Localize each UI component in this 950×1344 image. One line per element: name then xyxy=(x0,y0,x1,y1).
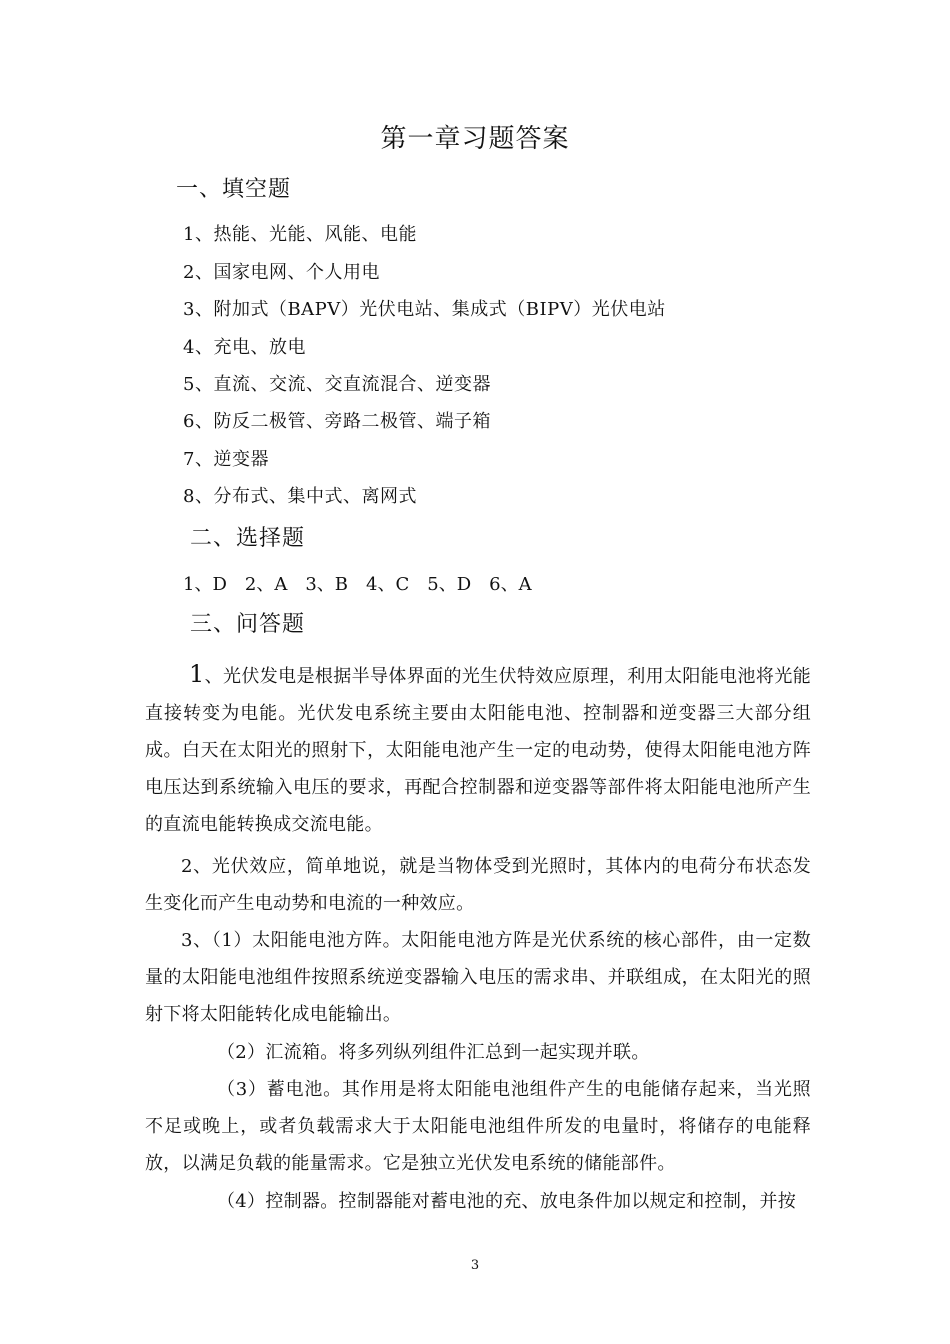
qa-answer-1 xyxy=(145,656,811,843)
page-title: 第一章习题答案 xyxy=(380,124,570,154)
qa-answer-3-part-1: 3、（1）太阳能电池方阵。太阳能电池方阵是光伏系统的核心部件，由一定数量的太阳能电池组件按照系统逆变器输入电压的需求串、并联组成，在太阳光的照射下将太阳能转化成电能输出。 xyxy=(145,930,811,1025)
fill-answer-4: 4、充电、放电 xyxy=(183,337,306,358)
section-heading-qa: 三、问答题 xyxy=(190,612,306,637)
fill-answer-6: 6、防反二极管、旁路二极管、端子箱 xyxy=(183,411,491,432)
fill-answer-5: 5、直流、交流、交直流混合、逆变器 xyxy=(183,374,491,395)
qa-answer-1-number: 1 xyxy=(189,660,205,688)
qa-answer-3-part-3: （3）蓄电池。其作用是将太阳能电池组件产生的电能储存起来，当光照不足或晚上，或者负载需求大于太阳能电池组件所发的电量时，将储存的电能释放，以满足负载的能量需求。它是独立光伏发电系统的储能部件。 xyxy=(145,1079,811,1174)
qa-answer-1-text: 、光伏发电是根据半导体界面的光生伏特效应原理，利用太阳能电池将光能直接转变为电能。光伏发电系统主要由太阳能电池、控制器和逆变器三大部分组成。白天在太阳光的照射下，太阳能电池产生一定的电动势，使得太阳能电池方阵电压达到系统输入电压的要求，再配合控制器和逆变器等部件将太阳能电池所产生的直流电能转换成交流电能。 xyxy=(145,666,811,835)
fill-answer-1: 1、热能、光能、风能、电能 xyxy=(183,224,417,245)
fill-answer-8: 8、分布式、集中式、离网式 xyxy=(183,486,417,507)
section-heading-fill-blank: 一、填空题 xyxy=(176,177,292,202)
fill-answer-2: 2、国家电网、个人用电 xyxy=(183,262,380,283)
qa-answer-2: 2、光伏效应，简单地说，就是当物体受到光照时，其体内的电荷分布状态发生变化而产生电动势和电流的一种效应。 xyxy=(145,856,811,914)
qa-answer-3-part-4: （4）控制器。控制器能对蓄电池的充、放电条件加以规定和控制，并按 xyxy=(217,1191,797,1212)
qa-answer-3-part-2: （2）汇流箱。将多列纵列组件汇总到一起实现并联。 xyxy=(217,1042,650,1063)
choice-answers: 1、D 2、A 3、B 4、C 5、D 6、A xyxy=(183,574,532,595)
page-number: 3 xyxy=(470,1258,480,1273)
section-heading-choice: 二、选择题 xyxy=(190,526,306,551)
fill-answer-7: 7、逆变器 xyxy=(183,449,269,470)
fill-answer-3: 3、附加式（BAPV）光伏电站、集成式（BIPV）光伏电站 xyxy=(183,299,666,320)
